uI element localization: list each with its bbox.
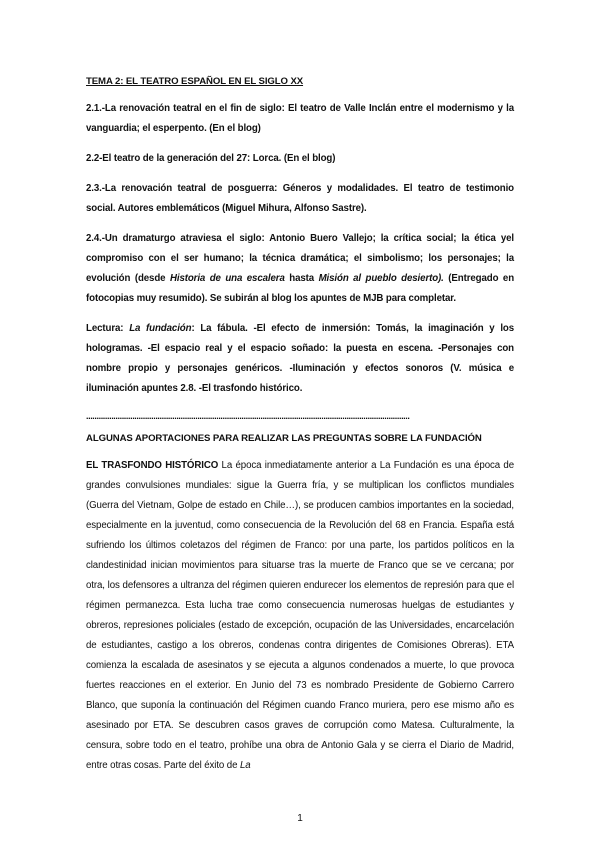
topic-2-3: 2.3.-La renovación teatral de posguerra: Géneros y modalidades. El teatro de testimonio social. Autores emblemáticos (Miguel Mihura, Alfonso Sastre). [86,183,514,214]
topic-2-4-text-c: hasta [284,273,319,284]
topic-2-4-work-2: Misión al pueblo desierto). [318,273,444,284]
topic-2-4-work-1: Historia de una escalera [169,273,285,284]
reading-paragraph [86,319,514,399]
topic-2-4 [86,229,514,309]
historical-background-paragraph [86,456,514,776]
page-number: 1 [297,813,303,824]
historical-background-tail: La [239,760,251,771]
reading-text: : La fábula. -El efecto de inmersión: Tomás, la imaginación y los hologramas. -El espacio real y el espacio soñado: la puesta en escena. -Personajes con nombre propio y personajes genéricos. -Iluminación y efectos sonoros (V. música e iluminación apuntes 2.8. -El trasfondo histórico. [86,323,515,394]
topic-2-1: 2.1.-La renovación teatral en el fin de siglo: El teatro de Valle Inclán entre el modernismo y la vanguardia; el esperpento. (En el blog) [86,103,514,134]
topic-2-2: 2.2-El teatro de la generación del 27: Lorca. (En el blog) [86,153,336,164]
page-title: TEMA 2: EL TEATRO ESPAÑOL EN EL SIGLO XX [86,76,304,87]
topic-2-4-text-a: 2.4.-Un dramaturgo atraviesa el siglo: Antonio Buero Vallejo; la crítica social; la ética yel compromiso con el ser humano; la técnica dramática; el simbolismo; los personajes; la evolución (desde [86,233,514,284]
historical-background-text: La época inmediatamente anterior a La Fundación es una época de grandes convulsiones mundiales: sigue la Guerra fría, y se multiplican los conflictos mundiales (Guerra del Vietnam, Golpe de estado en Chile…), se producen cambios importantes en la sociedad, especialmente en la juventud, como consecuencia de la Revolución del 68 en Francia. España está sufriendo los últimos coletazos del régimen de Franco: por una parte, los partidos políticos en la clandestinidad inician movimientos para situarse tras la muerte de Franco que se ve cercana; por otra, los defensores a ultranza del régimen quieren endurecer los elementos de represión para que el régimen permanezca. Esta lucha trae como consecuencia numerosas huelgas de estudiantes y obreros, represiones policiales (estado de excepción, ocupación de las Universidades, encarcelación de estudiantes, castigo a los obreros, condenas contra dirigentes de Comisiones Obreras). ETA comienza la escalada de asesinatos y se ejecuta a algunos condenados a muerte, lo que provoca fuertes reacciones en el exterior. En Junio del 73 es nombrado Presidente de Gobierno Carrero Blanco, que suponía la continuación del Régimen cuando Franco muriera, pero ese mismo año es asesinado por ETA. Se descubren casos graves de corrupción como Matesa. Culturalmente, la censura, sobre todo en el teatro, prohíbe una obra de Antonio Gala y se cierra el Diario de Madrid, entre otras cosas. Parte del éxito de [86,460,515,771]
reading-label: Lectura: [86,323,130,334]
historical-background-label: EL TRASFONDO HISTÓRICO [86,460,219,471]
section-heading: ALGUNAS APORTACIONES PARA REALIZAR LAS PREGUNTAS SOBRE LA FUNDACIÓN [86,433,482,444]
reading-work-title: La fundación [129,323,192,334]
dotted-separator: .......................................................................................................................................................... [86,411,410,421]
topic-2-4-text-e: (Entregado en fotocopias muy resumido). Se subirán al blog los apuntes de MJB para completar. [86,273,515,304]
